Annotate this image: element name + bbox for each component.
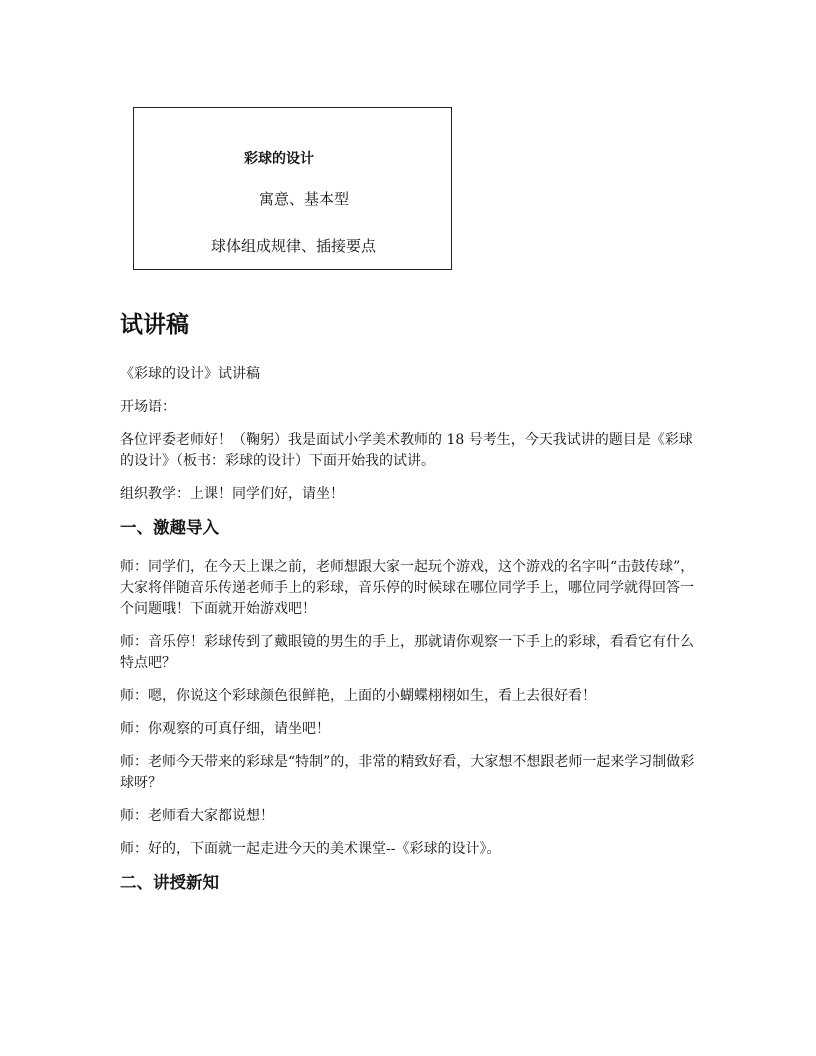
document-heading: 试讲稿 [120,312,189,338]
section1-paragraph-7: 师：好的，下面就一起走进今天的美术课堂--《彩球的设计》。 [120,841,501,857]
section1-paragraph-1: 师：同学们，在今天上课之前，老师想跟大家一起玩个游戏，这个游戏的名字叫“击鼓传球”，大家将伴随音乐传递老师手上的彩球，音乐停的时候球在哪位同学手上，哪位同学就得回答一个问题哦！下面就开始游戏吧！ [120,559,695,617]
paragraph-greeting: 各位评委老师好！（鞠躬）我是面试小学美术教师的 18 号考生，今天我试讲的题目是《彩球的设计》（板书：彩球的设计）下面开始我的试讲。 [120,432,693,469]
section1-paragraph-5: 师：老师今天带来的彩球是“特制”的，非常的精致好看，大家想不想跟老师一起来学习制做彩球呀？ [120,754,695,791]
document-body [120,310,700,912]
board-line-2: 球体组成规律、插接要点 [211,237,377,255]
board-line-1: 寓意、基本型 [259,190,350,208]
section1-paragraph-3: 师：嗯，你说这个彩球颜色很鲜艳，上面的小蝴蝶栩栩如生，看上去很好看！ [120,688,596,704]
blackboard-box [133,107,452,270]
paragraph-title: 《彩球的设计》试讲稿 [120,366,260,382]
section1-paragraph-4: 师：你观察的可真仔细，请坐吧！ [120,721,330,737]
board-title: 彩球的设计 [244,151,314,167]
section1-paragraph-6: 师：老师看大家都说想！ [120,808,274,824]
section-heading-2: 二、讲授新知 [120,873,219,892]
paragraph-opening-label: 开场语： [120,399,176,415]
section-heading-1: 一、激趣导入 [120,518,219,537]
section1-paragraph-2: 师：音乐停！彩球传到了戴眼镜的男生的手上，那就请你观察一下手上的彩球，看看它有什么特点吧？ [120,634,694,671]
paragraph-organization: 组织教学：上课！同学们好，请坐！ [120,486,344,502]
